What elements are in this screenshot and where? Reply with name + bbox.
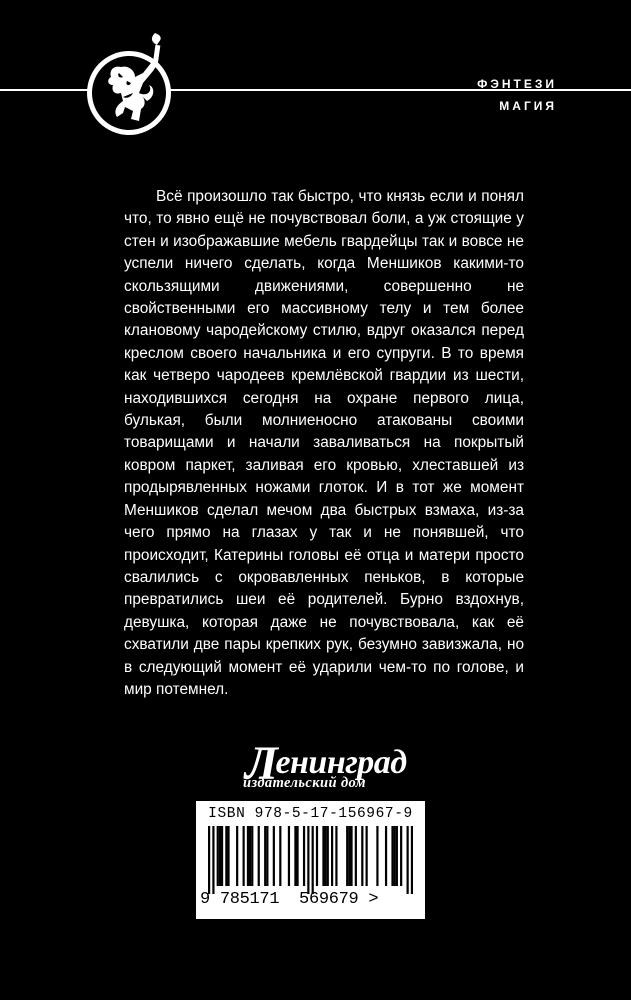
publisher-logo xyxy=(231,737,407,791)
barcode-bar xyxy=(400,826,402,886)
lion-rampant-with-torch-icon xyxy=(83,27,179,141)
barcode-bar xyxy=(217,826,219,886)
blurb-text: Всё произошло так быстро, что князь если и понял что, то явно ещё не почувствовал боли, а уж стоящие у стен и изображавшие мебель гвардейцы так и вовсе не успели ничего сделать, когда Меншиков какими-то скользящими движениями, совершенно не свойственными его массивному телу и тем более клановому чародейскому стилю, вдруг оказался перед креслом своего начальника и его супруги. В то время как четверо чародеев кремлёвской гвардии из шести, находившихся сегодня на охране первого лица, булькая, были молниеносно атакованы своими товарищами и начали заваливаться на покрытый ковром паркет, заливая его кровью, хлеставшей из продырявленных ножами глоток. И в тот же момент Меншиков сделал мечом два быстрых взмаха, из-за чего прямо на глазах у так и не понявшей, что происходит, Катерины головы её отца и матери просто свалились с окровавленных пеньков, в которые превратились шеи её родителей. Бурно вздохнув, девушка, которая даже не почувствовала, как её схватили две пары крепких рук, безумно завизжала, но в следующий момент её ударили чем-то по голове, и мир потемнел. xyxy=(124,188,524,698)
barcode-bar xyxy=(312,826,314,894)
barcode-first-digit: 9 xyxy=(200,890,210,909)
barcode-bar xyxy=(361,826,363,886)
barcode-bar xyxy=(208,826,210,894)
barcode-bar xyxy=(411,826,413,894)
barcode-bar xyxy=(221,826,223,886)
publisher-name-rest: енинград xyxy=(275,744,407,781)
barcode-bar xyxy=(236,826,238,886)
barcode-bar xyxy=(307,826,309,894)
barcode-bar xyxy=(331,826,333,886)
barcode-digit-group-2: 569679 xyxy=(299,890,359,909)
barcode-bar xyxy=(350,826,352,886)
barcode-digit-group-1: 785171 xyxy=(219,890,280,909)
barcode-bar xyxy=(396,826,398,886)
barcode-bar xyxy=(219,826,221,886)
barcode-bar xyxy=(247,826,249,886)
barcode-bar xyxy=(407,826,409,894)
barcode-bar xyxy=(225,826,227,886)
barcode-bar xyxy=(316,826,318,886)
barcode-bar xyxy=(348,826,350,886)
barcode-bar xyxy=(243,826,245,886)
series-label-magic: МАГИЯ xyxy=(499,99,557,113)
barcode-bar xyxy=(355,826,357,886)
series-label-fantasy: ФЭНТЕЗИ xyxy=(477,77,557,91)
barcode-bar xyxy=(325,826,327,886)
barcode-bar xyxy=(385,826,387,886)
barcode-bar xyxy=(266,826,268,886)
barcode-bar xyxy=(249,826,251,886)
barcode-bar xyxy=(394,826,396,886)
barcode-bar xyxy=(273,826,275,886)
barcode-bar xyxy=(264,826,266,886)
publisher-initial: Л xyxy=(245,737,278,790)
barcode-bar xyxy=(322,826,324,886)
barcode-bar xyxy=(346,826,348,886)
isbn-label: ISBN 978-5-17-156967-9 xyxy=(208,806,413,822)
barcode-digits xyxy=(200,890,378,909)
barcode-bar xyxy=(227,826,229,886)
barcode-bar xyxy=(327,826,329,886)
barcode-bar xyxy=(391,826,393,886)
barcode-bar xyxy=(258,826,260,886)
barcode-marker: > xyxy=(368,890,379,909)
barcode-bar xyxy=(212,826,214,894)
isbn-barcode-block xyxy=(196,801,425,919)
barcode-bar xyxy=(303,826,305,886)
publisher-subtitle: издательский дом xyxy=(243,775,366,791)
barcode-bar xyxy=(279,826,281,886)
barcode-bar xyxy=(294,826,296,886)
barcode-bar xyxy=(366,826,368,886)
back-cover-blurb xyxy=(124,186,524,701)
series-labels xyxy=(477,73,557,117)
barcode-bar xyxy=(296,826,298,886)
barcode-bar xyxy=(288,826,290,886)
barcode-bar xyxy=(251,826,253,886)
barcode-bar xyxy=(335,826,337,886)
barcode-bar xyxy=(376,826,378,886)
barcode xyxy=(208,826,413,894)
